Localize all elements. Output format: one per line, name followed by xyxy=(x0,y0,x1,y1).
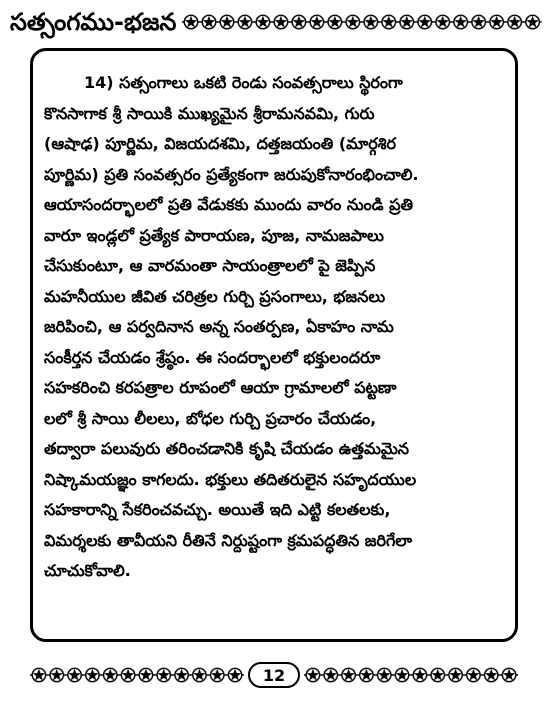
text-line: మహనీయుల జీవిత చరిత్రల గుర్చి ప్రసంగాలు, భజనలు xyxy=(44,286,386,306)
page-number: 12 xyxy=(248,662,300,688)
text-line: తద్వారా పలువురు తరించడానికి కృషి చేయడం ఉత్తమమైన xyxy=(44,439,410,458)
text-line: వారూ ఇండ్లలో ప్రత్యేక పారాయణ, పూజ, నామజపాలు xyxy=(44,225,384,245)
footer-ornament-right xyxy=(304,664,518,686)
text-line: జరిపించి, ఆ పర్వదినాన అన్న సంతర్పణ, ఏకాహం నామ xyxy=(44,317,394,336)
star-chain-ornament-icon xyxy=(182,11,542,33)
text-line: 14) సత్సంగాలు ఒకటి రెండు సంవత్సరాలు స్థిరంగా xyxy=(84,73,403,92)
footer-ornament-left xyxy=(30,664,244,686)
page-header xyxy=(10,2,542,42)
header-ornament-strip xyxy=(182,11,542,33)
text-line: నిష్కామయజ్ఞం కాగలదు. భక్తులు తదితరులైన సహృదయుల xyxy=(44,469,417,489)
text-line: చూచుకోవాలి. xyxy=(44,561,131,580)
text-line: లలో శ్రీ సాయి లీలలు, బోధల గుర్చి ప్రచారం చేయడం, xyxy=(44,408,377,428)
text-line: సహకరించి కరపత్రాల రూపంలో ఆయా గ్రామాలలో పట్టణా xyxy=(44,378,397,397)
text-line: కొనసాగాక శ్రీ సాయికి ముఖ్యమైన శ్రీరామనవమి, గురు xyxy=(44,103,375,123)
body-paragraph xyxy=(44,68,510,587)
text-line: సహకారాన్ని సేకరించవచ్చు. అయితే ఇది ఎట్టి కలతలకు, xyxy=(44,500,391,519)
text-line: (ఆషాఢ) పూర్ణిమ, విజయదశమి, దత్తజయంతి (మార్గశిర xyxy=(44,134,396,153)
text-line: చేసుకుంటూ, ఆ వారమంతా సాయంత్రాలలో పై జెప్పిన xyxy=(44,256,376,275)
text-line: ఆయాసందర్భాలలో ప్రతి వేడుకకు ముందు వారం నుండి ప్రతి xyxy=(44,195,414,214)
page-title: సత్సంగము-భజన xyxy=(10,8,177,36)
text-line: విమర్శలకు తావీయని రీతినే నిర్దుష్టంగా క్రమపద్ధతిన జరిగేలా xyxy=(44,530,413,550)
text-line: పూర్ణిమ) ప్రతి సంవత్సరం ప్రత్యేకంగా జరుపుకోనారంభించాలి. xyxy=(44,164,419,184)
star-chain-ornament-icon xyxy=(304,664,518,686)
star-chain-ornament-icon xyxy=(30,664,244,686)
text-line: సంకీర్తన చేయడం శ్రేష్ఠం. ఈ సందర్భాలలో భక్తులందరూ xyxy=(44,347,381,367)
page-footer xyxy=(30,660,518,690)
